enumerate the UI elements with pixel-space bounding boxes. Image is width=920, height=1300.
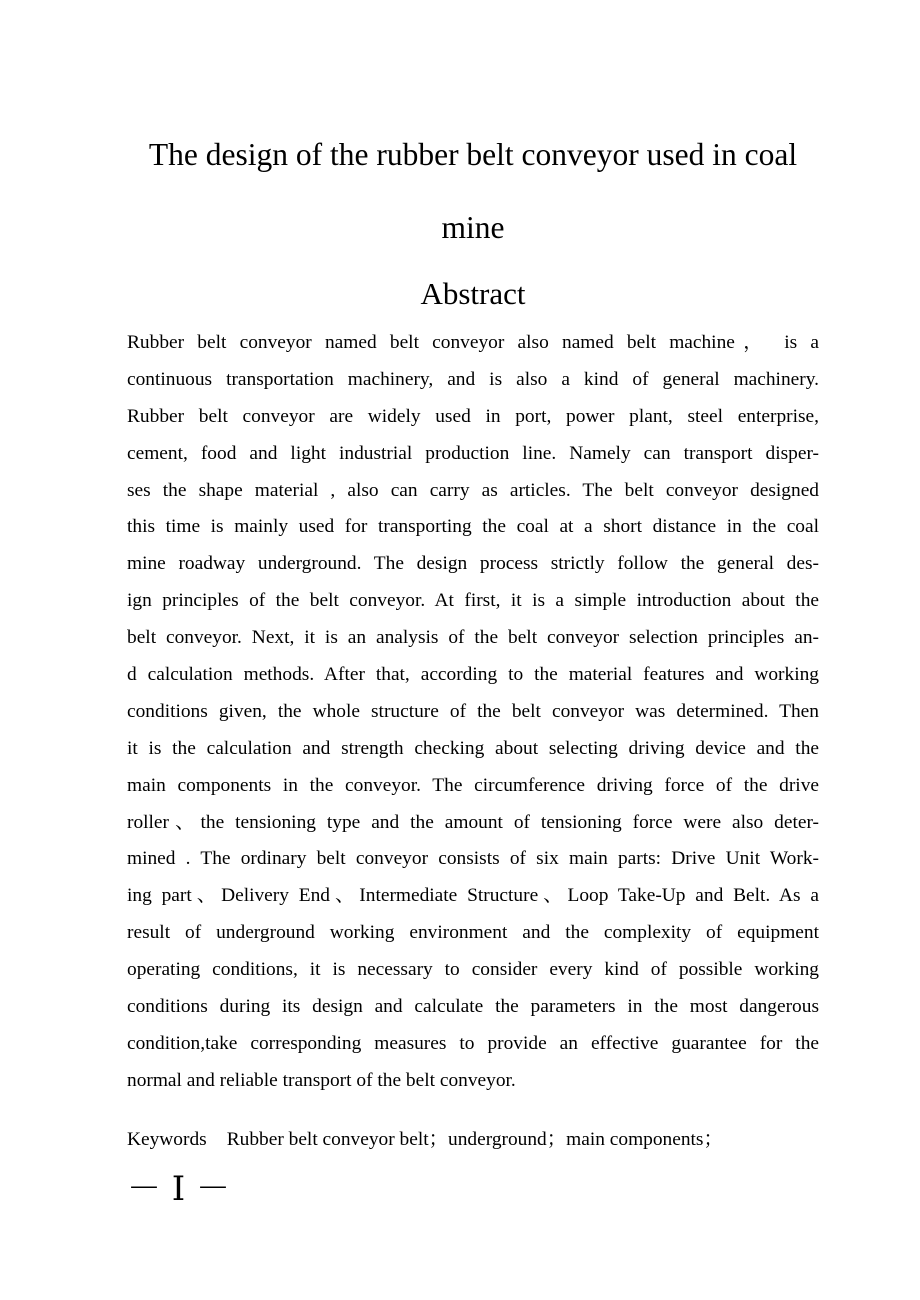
- abstract-line: conditions during its design and calculate the parameters in the most dangerous: [127, 996, 819, 1018]
- abstract-line: this time is mainly used for transporting the coal at a short distance in the coal: [127, 516, 819, 538]
- abstract-line: operating conditions, it is necessary to consider every kind of possible working: [127, 959, 819, 981]
- abstract-line: Rubber belt conveyor are widely used in port, power plant, steel enterprise,: [127, 405, 819, 427]
- abstract-line: conditions given, the whole structure of the belt conveyor was determined. Then: [127, 700, 819, 722]
- abstract-line: main components in the conveyor. The circumference driving force of the drive: [127, 774, 819, 796]
- abstract-line: result of underground working environment and the complexity of equipment: [127, 922, 819, 944]
- keywords-line: [127, 1122, 723, 1158]
- keywords-label: Keywords: [127, 1129, 207, 1150]
- abstract-paragraph: [127, 325, 819, 1100]
- abstract-line: continuous transportation machinery, and is also a kind of general machinery.: [127, 368, 819, 390]
- abstract-line: roller、the tensioning type and the amount of tensioning force were also deter-: [127, 811, 819, 833]
- abstract-line: normal and reliable transport of the belt conveyor.: [127, 1069, 516, 1091]
- page-number: － Ⅰ －: [127, 1169, 231, 1209]
- keywords-text: Rubber belt conveyor belt；underground；main components；: [226, 1129, 723, 1150]
- document-title: [127, 118, 819, 264]
- abstract-line: belt conveyor. Next, it is an analysis of the belt conveyor selection principles an-: [127, 627, 819, 649]
- title-line-2: mine: [441, 210, 505, 245]
- abstract-line: Rubber belt conveyor named belt conveyor also named belt machine， is a: [127, 332, 819, 353]
- abstract-line: ses the shape material , also can carry as articles. The belt conveyor designed: [127, 479, 819, 501]
- abstract-line: it is the calculation and strength checking about selecting driving device and the: [127, 737, 819, 759]
- abstract-line: condition,take corresponding measures to provide an effective guarantee for the: [127, 1032, 819, 1054]
- title-line-1: The design of the rubber belt conveyor used in coal: [148, 137, 798, 172]
- abstract-line: mine roadway underground. The design process strictly follow the general des-: [127, 553, 819, 575]
- abstract-line: ign principles of the belt conveyor. At first, it is a simple introduction about the: [127, 590, 819, 612]
- abstract-line: d calculation methods. After that, according to the material features and working: [127, 664, 819, 686]
- abstract-line: cement, food and light industrial production line. Namely can transport disper-: [127, 442, 819, 464]
- section-heading-abstract: Abstract: [420, 276, 526, 311]
- abstract-line: ing part、Delivery End、Intermediate Structure、Loop Take-Up and Belt. As a: [127, 885, 819, 907]
- abstract-line: mined . The ordinary belt conveyor consists of six main parts: Drive Unit Work-: [127, 848, 819, 870]
